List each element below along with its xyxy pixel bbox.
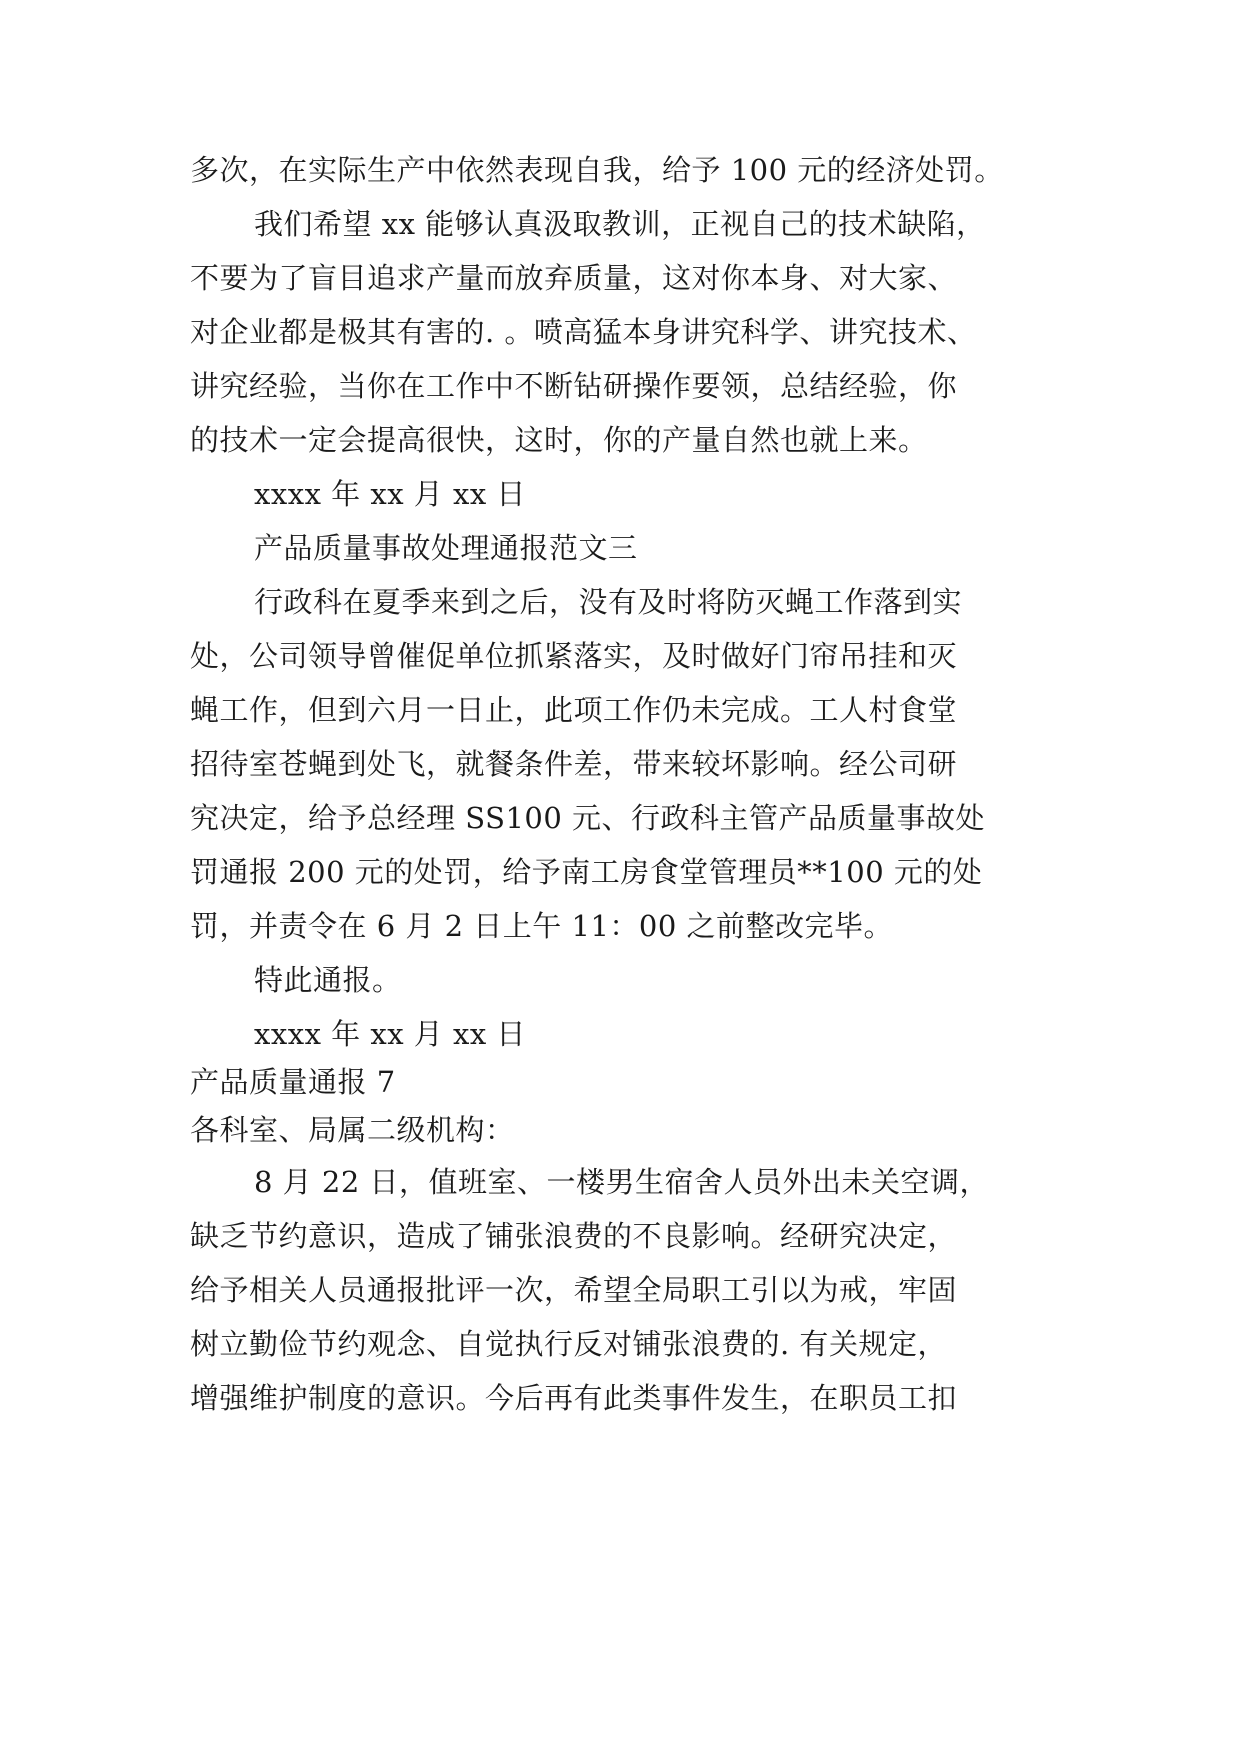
date-2: xxxx 年 xx 月 xx 日	[254, 1017, 526, 1051]
paragraph-4-line-2: 缺乏节约意识，造成了铺张浪费的不良影响。经研究决定，	[190, 1219, 958, 1253]
section-title-7: 产品质量通报 7	[190, 1065, 396, 1099]
paragraph-4-line-5: 增强维护制度的意识。今后再有此类事件发生，在职员工扣	[190, 1381, 958, 1415]
paragraph-3-line-2: 处，公司领导曾催促单位抓紧落实，及时做好门帘吊挂和灭	[190, 639, 958, 673]
paragraph-4-line-4: 树立勤俭节约观念、自觉执行反对铺张浪费的. 有关规定，	[190, 1327, 947, 1361]
paragraph-3-line-5: 究决定，给予总经理 SS100 元、行政科主管产品质量事故处	[190, 801, 986, 835]
paragraph-4-line-1: 8 月 22 日，值班室、一楼男生宿舍人员外出未关空调，	[254, 1165, 990, 1199]
paragraph-4-line-3: 给予相关人员通报批评一次，希望全局职工引以为戒，牢固	[190, 1273, 958, 1307]
paragraph-2-line-3: 对企业都是极其有害的. 。喷高猛本身讲究科学、讲究技术、	[190, 315, 977, 349]
paragraph-1-line-1: 多次，在实际生产中依然表现自我，给予 100 元的经济处罚。	[190, 153, 1004, 187]
paragraph-3-line-7: 罚，并责令在 6 月 2 日上午 11：00 之前整改完毕。	[190, 909, 894, 943]
paragraph-2-line-5: 的技术一定会提高很快，这时，你的产量自然也就上来。	[190, 423, 928, 457]
paragraph-3-line-4: 招待室苍蝇到处飞，就餐条件差，带来较坏影响。经公司研	[190, 747, 958, 781]
paragraph-2-line-1: 我们希望 xx 能够认真汲取教训，正视自己的技术缺陷，	[254, 207, 986, 241]
paragraph-3-line-6: 罚通报 200 元的处罚，给予南工房食堂管理员**100 元的处	[190, 855, 983, 889]
closing-text: 特此通报。	[254, 963, 402, 997]
paragraph-3-line-1: 行政科在夏季来到之后，没有及时将防灭蝇工作落到实	[254, 585, 963, 619]
paragraph-2-line-2: 不要为了盲目追求产量而放弃质量，这对你本身、对大家、	[190, 261, 958, 295]
salutation: 各科室、局属二级机构：	[190, 1113, 515, 1147]
date-1: xxxx 年 xx 月 xx 日	[254, 477, 526, 511]
paragraph-3-line-3: 蝇工作，但到六月一日止，此项工作仍未完成。工人村食堂	[190, 693, 958, 727]
paragraph-2-line-4: 讲究经验，当你在工作中不断钻研操作要领，总结经验，你	[190, 369, 958, 403]
section-title-3: 产品质量事故处理通报范文三	[254, 531, 638, 565]
